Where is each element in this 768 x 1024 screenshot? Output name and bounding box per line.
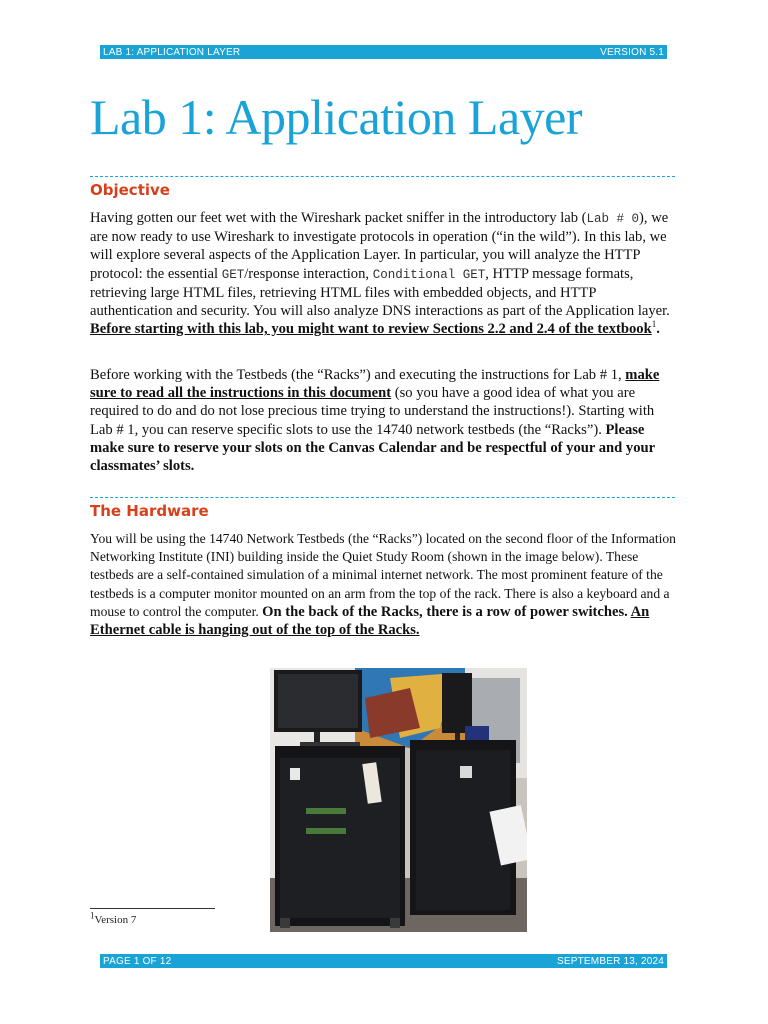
code-lab0: Lab # 0 bbox=[586, 212, 640, 226]
footnote: $^1$Version 7 bbox=[90, 910, 137, 926]
footer-left-text: PAGE 1 OF 12 bbox=[103, 955, 172, 967]
section-divider bbox=[90, 497, 675, 498]
footnote-divider bbox=[90, 908, 215, 909]
reserve-slots-note: Please make sure to reserve your slots on the Canvas Calendar and be respectful of your and your classmates’ slots. bbox=[90, 421, 655, 475]
read-instructions-note: make sure to read all the instructions in this document bbox=[90, 367, 660, 402]
review-sections-note: Before starting with this lab, you might want to review Sections 2.2 and 2.4 of the textbook bbox=[90, 321, 652, 338]
header-right-text: VERSION 5.1 bbox=[600, 46, 664, 58]
section-divider bbox=[90, 176, 675, 177]
running-header bbox=[100, 45, 667, 59]
footer-right-text: SEPTEMBER 13, 2024 bbox=[557, 955, 664, 967]
testbed-racks-photo bbox=[270, 668, 527, 932]
hardware-heading: The Hardware bbox=[90, 502, 209, 520]
header-left-text: LAB 1: APPLICATION LAYER bbox=[103, 46, 241, 58]
power-switches-note: On the back of the Racks, there is a row of power switches. bbox=[262, 603, 631, 620]
footnote-ref: 1 bbox=[651, 319, 657, 330]
code-conditional-get: Conditional GET bbox=[372, 267, 486, 282]
objective-paragraph-1: Having gotten our feet wet with the Wireshark packet sniffer in the introductory lab (Lab # 0), we are now ready to use Wireshark to investigate protocols in operation (“in the wild”). In this lab, we will explore several aspects of the Application Layer. In particular, you will analyze the HTTP protocol: the essential GET/response interaction, Conditional GET, HTTP message formats, retrieving large HTML files, retrieving HTML files with embedded objects, and HTTP authentication and security. You will also analyze DNS interactions as part of the Application layer. Before starting with this lab, you might want to review Sections 2.2 and 2.4 of the textbook$^1$. bbox=[90, 210, 670, 338]
running-footer bbox=[100, 954, 667, 968]
ethernet-cable-note: An Ethernet cable is hanging out of the top of the Racks. bbox=[90, 603, 650, 639]
page-title: Lab 1: Application Layer bbox=[90, 89, 583, 145]
hardware-paragraph: You will be using the 14740 Network Testbeds (the “Racks”) located on the second floor of the Information Networking Institute (INI) building inside the Quiet Study Room (shown in the image below). These testbeds are a self-contained simulation of a minimal internet network. The most prominent feature of the testbeds is a computer monitor mounted on an arm from the top of the rack. There is also a keyboard and a mouse to control the computer. On the back of the Racks, there is a row of power switches. An Ethernet cable is hanging out of the top of the Racks. bbox=[90, 531, 676, 639]
objective-paragraph-2: Before working with the Testbeds (the “Racks”) and executing the instructions for Lab # 1, make sure to read all the instructions in this document (so you have a good idea of what you are required to do and do not lose precious time trying to understand the instructions!). Starting with Lab # 1, you can reserve specific slots to use the 14740 network testbeds (the “Racks”). Please make sure to reserve your slots on the Canvas Calendar and be respectful of your and your classmates’ slots. bbox=[90, 367, 660, 475]
code-get: GET bbox=[221, 267, 245, 282]
objective-heading: Objective bbox=[90, 181, 170, 199]
